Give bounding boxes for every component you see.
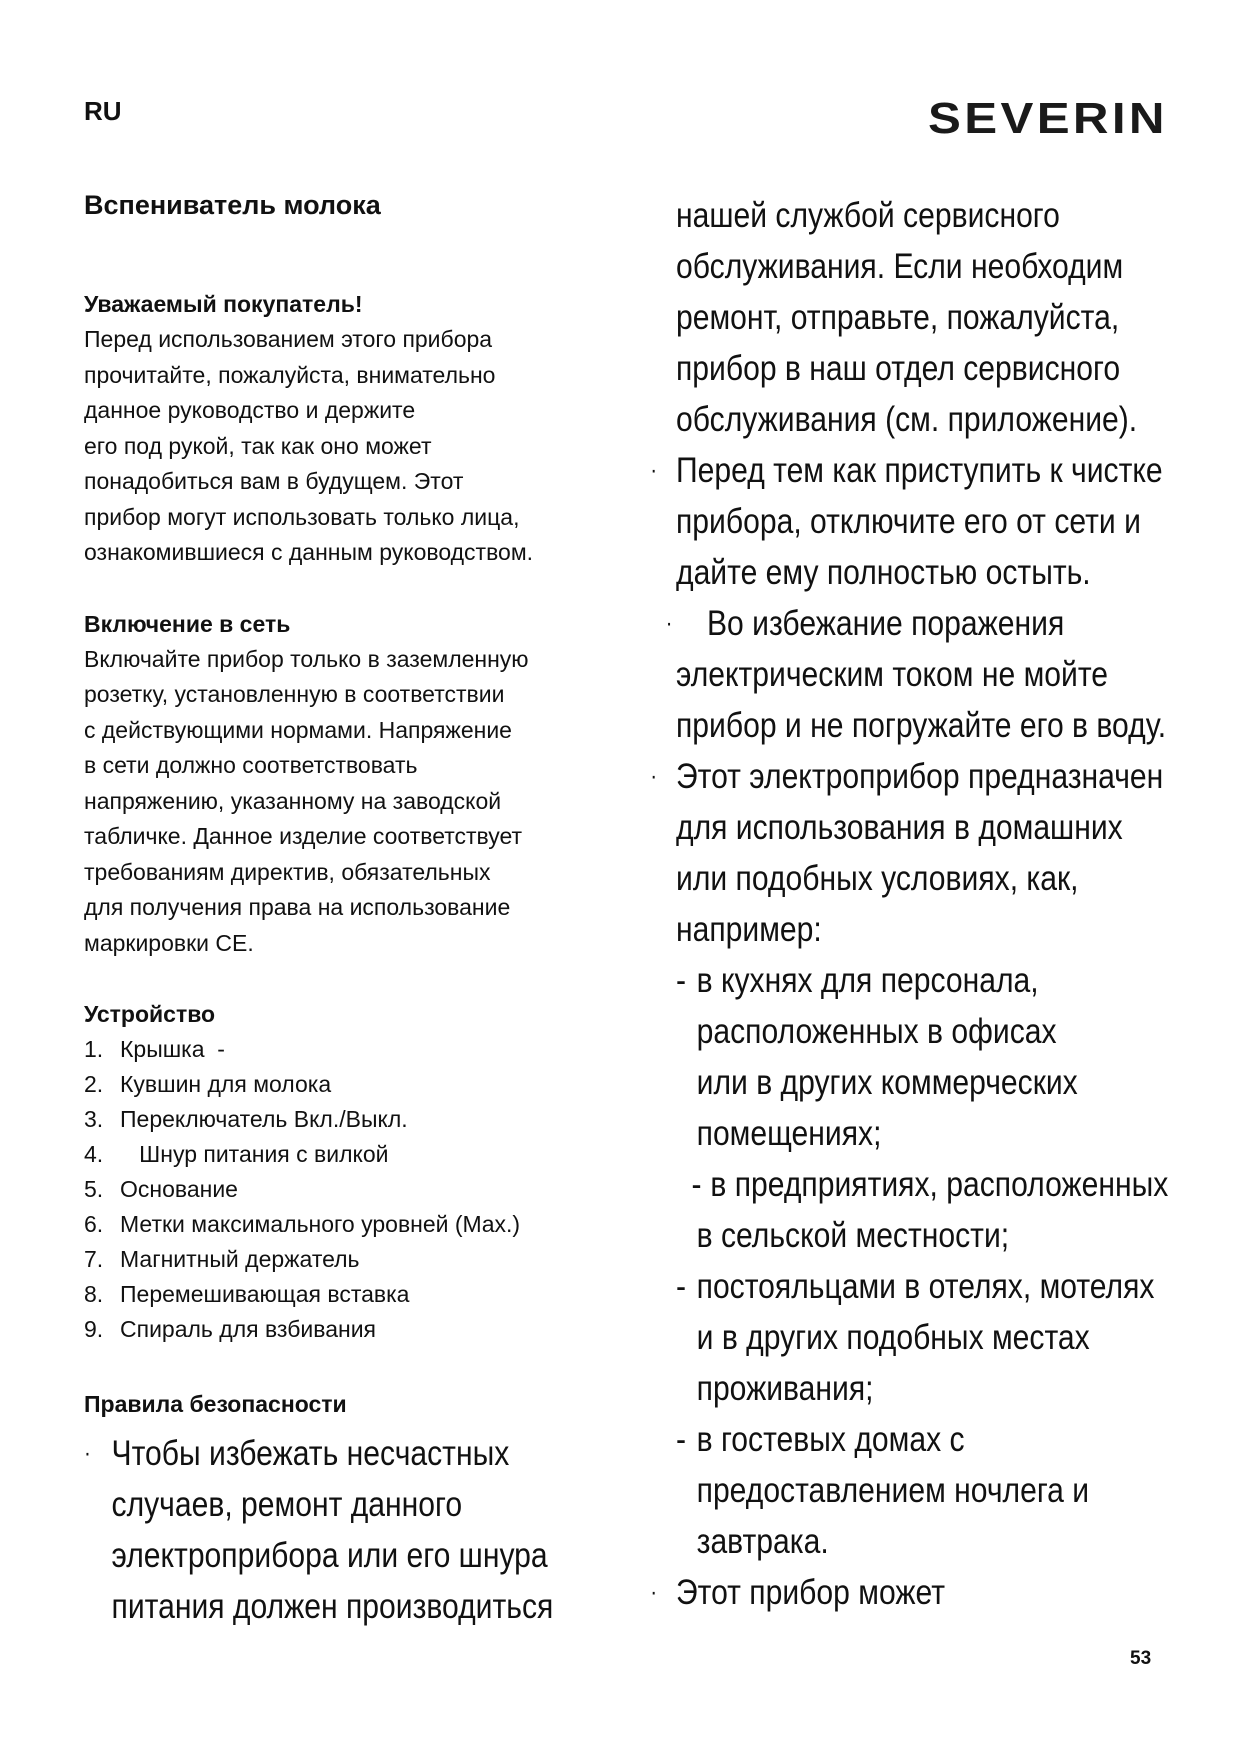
text-line: для получения права на использование xyxy=(84,894,511,920)
safety-item: · Перед тем как приступить к чистке прибора, отключите его от сети и дайте ему полностью остыть. xyxy=(676,445,1123,598)
language-code: RU xyxy=(84,96,122,126)
text-line: его под рукой, так как оно может xyxy=(84,432,432,459)
bullet-icon: · xyxy=(650,763,658,790)
safety-item-continuation: нашей службой сервисного обслуживания. Если необходим ремонт, отправьте, пожалуйста, прибор в наш отдел сервисного обслуживания (см. приложение). xyxy=(676,196,1138,439)
list-item: 4. Шнур питания с вилкой xyxy=(84,1141,389,1167)
dash-icon: - xyxy=(676,961,687,1000)
dash-icon: - xyxy=(691,1165,702,1204)
list-item: 1. Крышка - xyxy=(84,1036,225,1062)
device-parts-list xyxy=(84,1032,614,1347)
safety-heading: Правила безопасности xyxy=(84,1391,347,1417)
text-line: в сети должно соответствовать xyxy=(84,752,418,778)
safety-item: · Этот прибор может xyxy=(676,1567,1123,1618)
list-item: 6. Метки максимального уровней (Max.) xyxy=(84,1211,521,1237)
greeting-text xyxy=(84,322,614,571)
sub-item: - в предприятиях, расположенных в сельской местности; xyxy=(676,1159,1123,1261)
greeting-heading: Уважаемый покупатель! xyxy=(84,291,363,317)
safety-item: · Во избежание поражения электрическим током не мойте прибор и не погружайте его в воду. xyxy=(676,598,1123,751)
connection-text xyxy=(84,642,614,962)
safety-list xyxy=(84,1428,614,1632)
text-line: табличке. Данное изделие соответствует xyxy=(84,823,523,849)
brand-logo: SEVERIN xyxy=(928,94,1168,143)
text-line: ознакомившиеся с данным руководством. xyxy=(84,539,534,565)
list-item: 9. Спираль для взбивания xyxy=(84,1316,376,1342)
text-line: данное руководство и держите xyxy=(84,397,416,423)
text-line: прибор могут использовать только лица, xyxy=(84,503,520,530)
list-item: 7. Магнитный держатель xyxy=(84,1246,360,1272)
text-line: Перед использованием этого прибора xyxy=(84,326,493,352)
sub-item: - в кухнях для персонала, расположенных в офисах или в других коммерческих помещениях; xyxy=(676,955,1123,1159)
list-item: 5. Основание xyxy=(84,1176,238,1202)
connection-heading: Включение в сеть xyxy=(84,610,291,637)
bullet-icon: · xyxy=(665,610,673,637)
text-line: напряжению, указанному на заводской xyxy=(84,787,502,814)
list-item: 2. Кувшин для молока xyxy=(84,1071,332,1097)
text-line: понадобиться вам в будущем. Этот xyxy=(84,468,464,494)
safety-list-continued xyxy=(650,190,1196,1618)
text-line: маркировки CE. xyxy=(84,929,254,956)
page-title: Вспениватель молока xyxy=(84,190,381,220)
list-item: 3. Переключатель Вкл./Выкл. xyxy=(84,1106,408,1132)
bullet-icon: · xyxy=(650,1579,658,1606)
sub-item: - постояльцами в отелях, мотелях и в других подобных местах проживания; xyxy=(676,1261,1123,1414)
right-column xyxy=(650,190,1196,1618)
page-number: 53 xyxy=(1130,1648,1152,1669)
text-line: розетку, установленную в соответствии xyxy=(84,681,505,707)
bullet-icon: · xyxy=(650,457,658,484)
sub-item: - в гостевых домах с предоставлением ночлега и завтрака. xyxy=(676,1414,1123,1567)
text-line: требованиям директив, обязательных xyxy=(84,858,491,885)
bullet-icon: · xyxy=(84,1440,91,1467)
dash-icon: - xyxy=(676,1267,687,1306)
safety-item: · Чтобы избежать несчастных случаев, ремонт данного электроприбора или его шнура питания должен производиться xyxy=(84,1428,540,1632)
list-item: 8. Перемешивающая вставка xyxy=(84,1281,410,1307)
device-heading: Устройство xyxy=(84,1001,216,1027)
left-column xyxy=(84,190,614,1632)
text-line: Включайте прибор только в заземленную xyxy=(84,645,529,672)
safety-item: · Этот электроприбор предназначен для использования в домашних или подобных условиях, как, например: - в кухнях для персонала, расположенных в офисах или в других коммерческих помещениях; - в предприятиях, расположенных в сельской местности; - постояльцами в отелях, мотелях и в других подобных местах проживания; - в гостевых домах с предоставлением ночлега и завтрака. xyxy=(676,751,1123,1567)
text-line: прочитайте, пожалуйста, внимательно xyxy=(84,361,496,388)
dash-icon: - xyxy=(676,1420,687,1459)
text-line: с действующими нормами. Напряжение xyxy=(84,716,512,743)
